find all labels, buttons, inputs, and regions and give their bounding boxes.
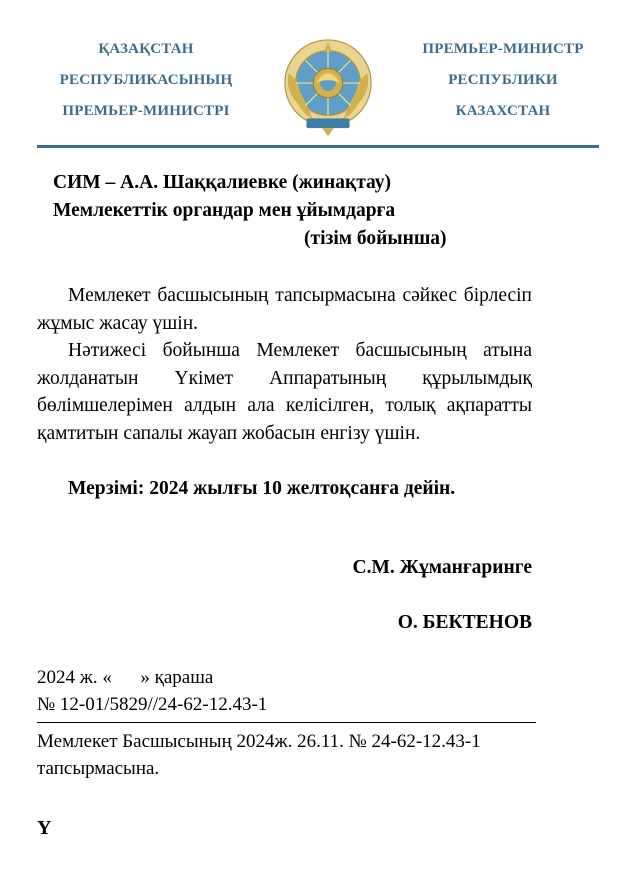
state-emblem-icon: [279, 34, 377, 138]
document-number: № 12-01/5829//24-62-12.43-1: [37, 694, 268, 715]
signer-name: О. БЕКТЕНОВ: [397, 612, 532, 633]
header-right-line-1: ПРЕМЬЕР-МИНИСТР: [422, 41, 584, 57]
paragraph-text: Мерзімі: 2024 жылғы 10 желтоқсанға дейін.: [68, 478, 456, 499]
addressee-line-2: Мемлекеттік органдар мен ұйымдарға: [53, 200, 396, 221]
recipient-name: С.М. Жұманғаринге: [352, 557, 532, 578]
addressee-line-1: СИМ – А.А. Шаққалиевке (жинақтау): [53, 172, 392, 193]
header-right-line-2: РЕСПУБЛИКИ: [448, 72, 558, 88]
body-paragraph-1: [37, 282, 532, 337]
header-left-line-1: ҚАЗАҚСТАН: [98, 41, 194, 57]
addressee-line-3: (тізім бойынша): [304, 228, 447, 249]
footer-note: Мемлекет Басшысының 2024ж. 26.11. № 24-62-12.43-1 тапсырмасына.: [37, 731, 481, 779]
header-left: [30, 34, 262, 127]
header-right: [394, 34, 612, 127]
header-divider: [37, 145, 599, 148]
header-right-line-3: КАЗАХСТАН: [455, 103, 551, 119]
deadline-paragraph: [37, 475, 532, 503]
header-left-line-3: ПРЕМЬЕР-МИНИСТРІ: [62, 103, 230, 119]
document-date: 2024 ж. « » қараша: [37, 667, 214, 688]
paragraph-text: Мемлекет басшысының тапсырмасына сәйкес бірлесіп жұмыс жасау үшін.: [37, 285, 532, 334]
body-paragraph-2: [37, 337, 532, 447]
footer-mark: Ү: [37, 817, 52, 839]
header-left-line-2: РЕСПУБЛИКАСЫНЫҢ: [59, 72, 233, 88]
paragraph-text: Нәтижесі бойынша Мемлекет басшысының атына жолданатын Үкімет Аппаратының құрылымдық бөлімшелерімен алдын ала келісілген, толық ақпаратты қамтитын сапалы жауап жобасын енгізу үшін.: [37, 340, 532, 444]
footer-divider: [37, 722, 536, 723]
